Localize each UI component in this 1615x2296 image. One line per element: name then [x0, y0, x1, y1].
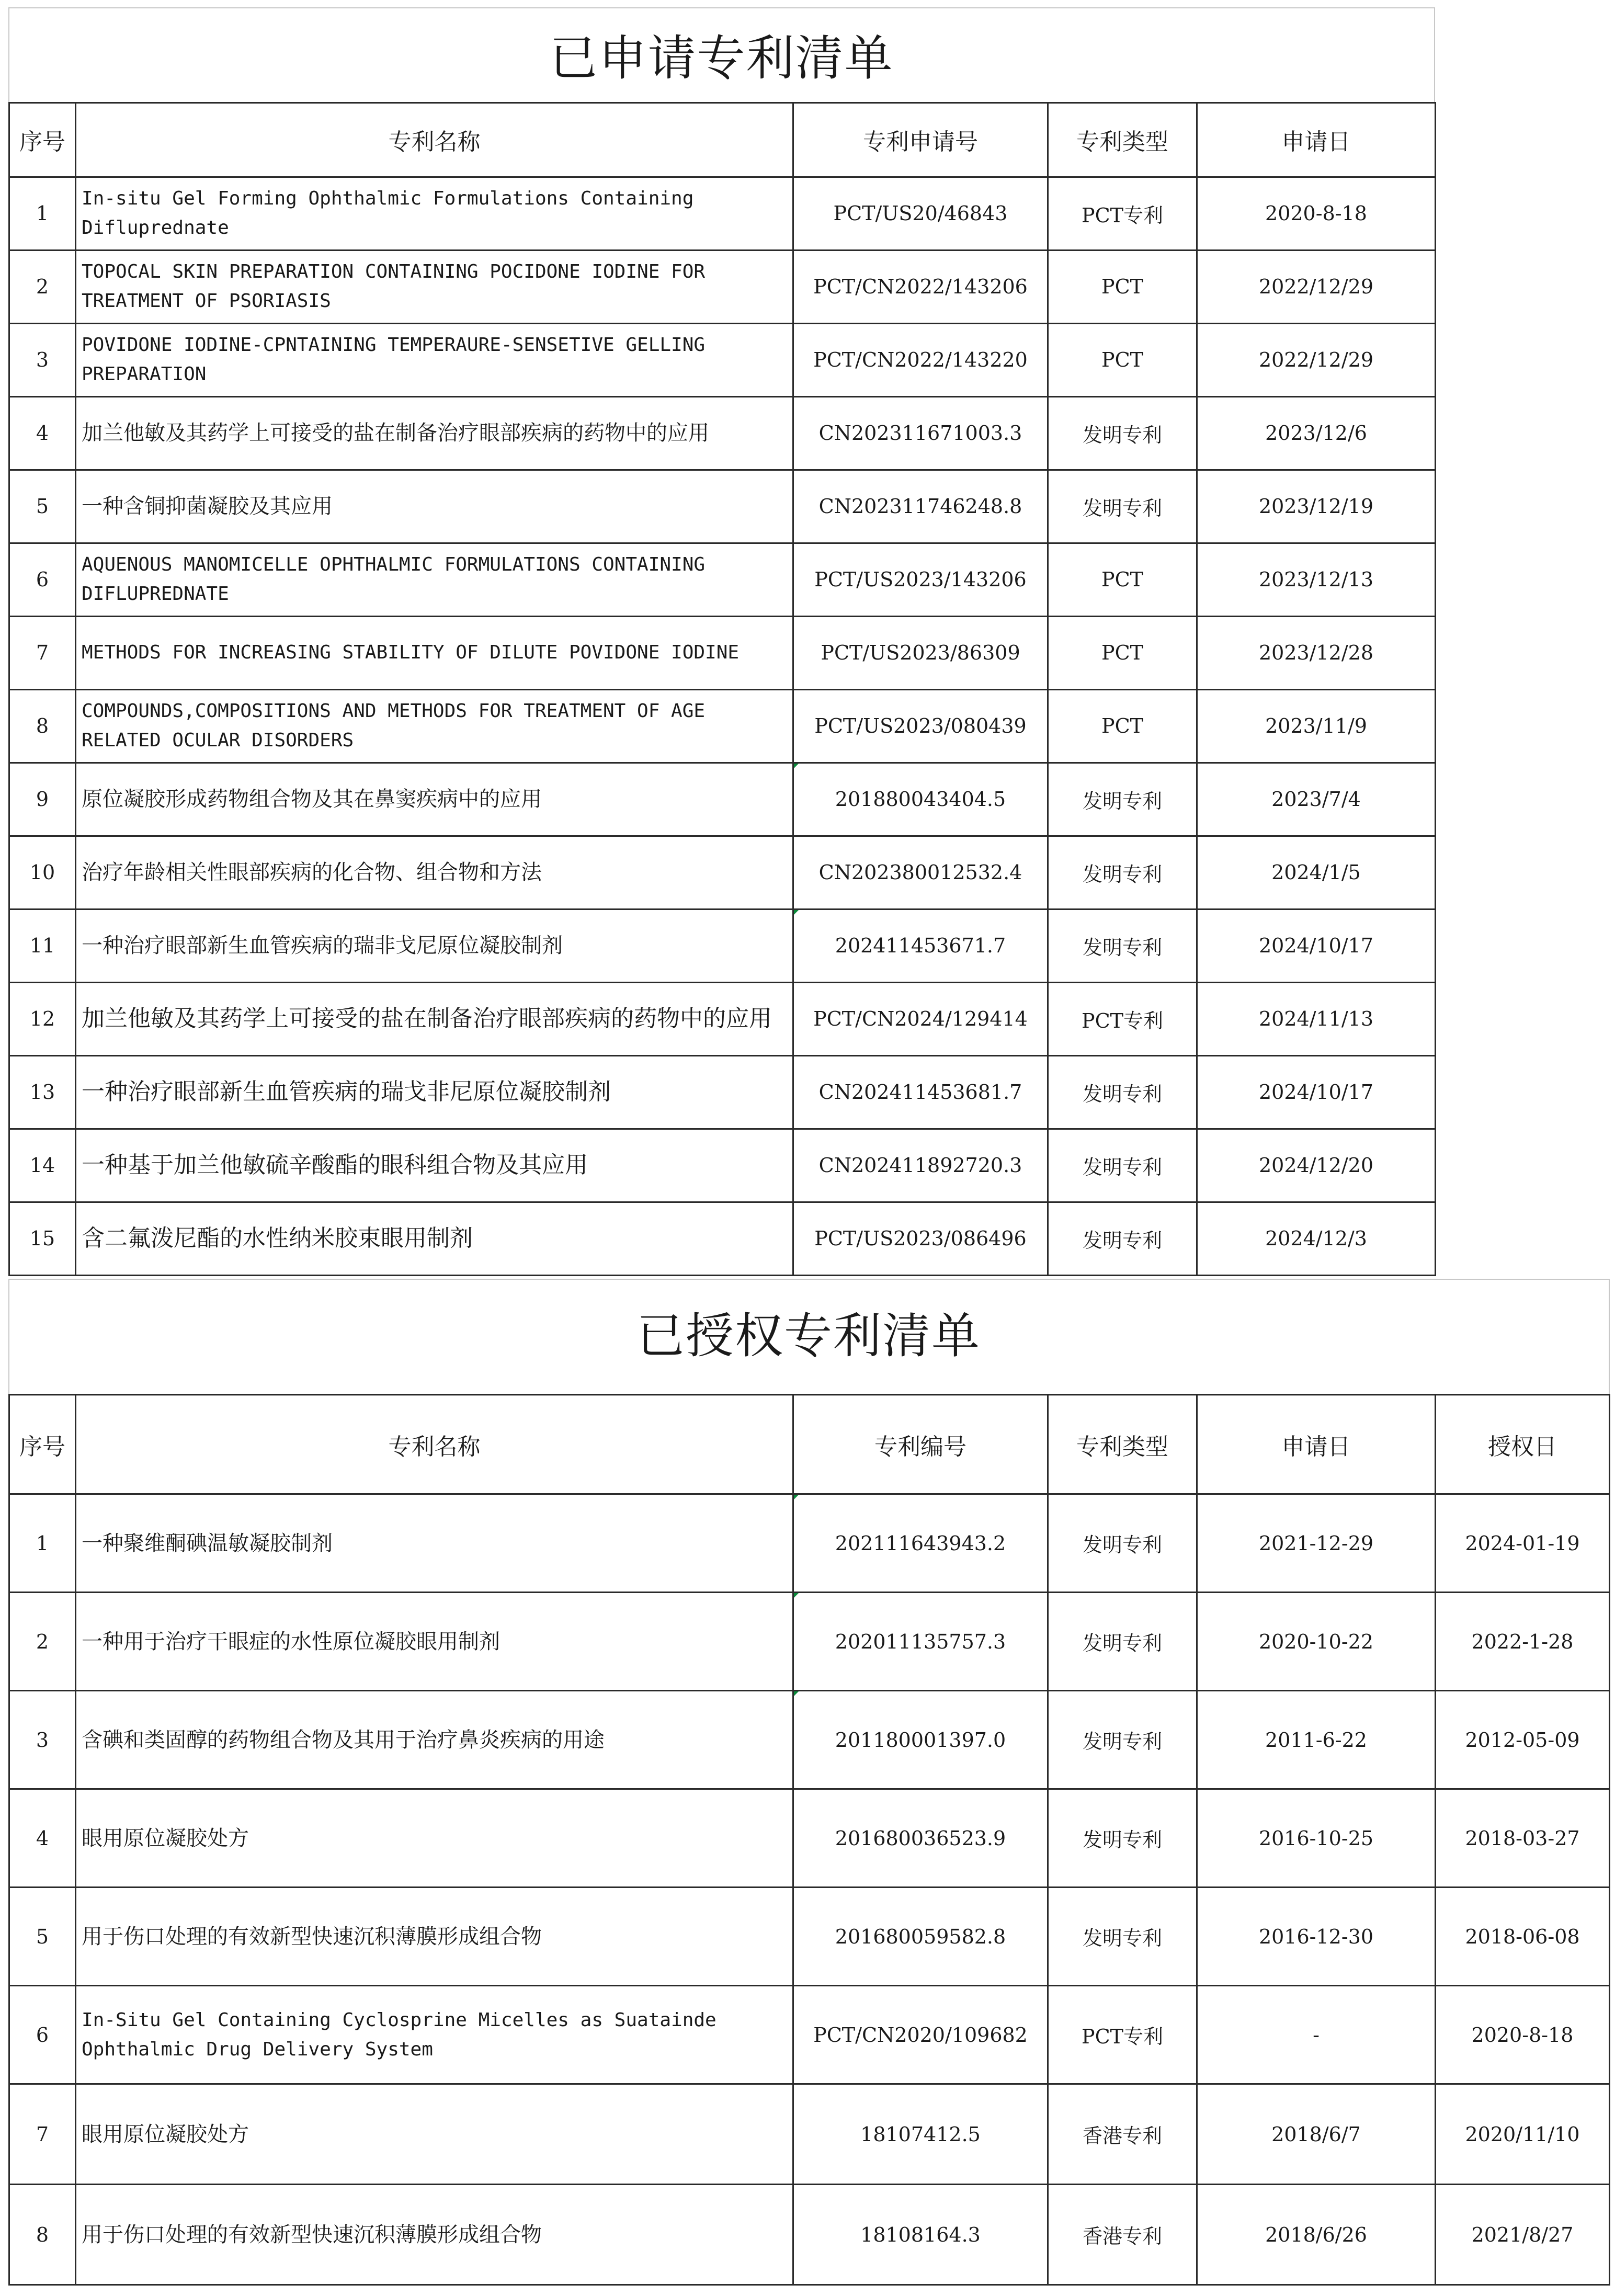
patent-type: 香港专利	[1048, 2185, 1197, 2285]
table-row	[9, 836, 1436, 909]
patent-type: 发明专利	[1048, 1888, 1197, 1986]
patent-number: PCT/US2023/143206	[793, 543, 1048, 616]
patent-name: 一种基于加兰他敏硫辛酸酯的眼科组合物及其应用	[76, 1129, 793, 1202]
row-number: 1	[9, 177, 76, 250]
row-number: 14	[9, 1129, 76, 1202]
patent-name: 用于伤口处理的有效新型快速沉积薄膜形成组合物	[76, 1888, 793, 1986]
patent-number: 18108164.3	[793, 2185, 1048, 2285]
patent-name: 加兰他敏及其药学上可接受的盐在制备治疗眼部疾病的药物中的应用	[76, 982, 793, 1055]
table-row	[9, 1129, 1436, 1202]
header-cell: 申请日	[1197, 103, 1436, 177]
table-row	[9, 1593, 1610, 1691]
grant-date: 2020/11/10	[1436, 2084, 1610, 2185]
patent-name: METHODS FOR INCREASING STABILITY OF DILUTE POVIDONE IODINE	[76, 616, 793, 689]
table-row	[9, 543, 1436, 616]
header-cell: 专利名称	[76, 103, 793, 177]
patent-number: PCT/CN2020/109682	[793, 1986, 1048, 2084]
patent-type: 发明专利	[1048, 1691, 1197, 1789]
filing-date: 2023/12/13	[1197, 543, 1436, 616]
filing-date: 2023/12/19	[1197, 470, 1436, 543]
table-row	[9, 177, 1436, 250]
grant-date: 2021/8/27	[1436, 2185, 1610, 2285]
patent-type: 发明专利	[1048, 909, 1197, 982]
filing-date: 2024/1/5	[1197, 836, 1436, 909]
table-row	[9, 470, 1436, 543]
row-number: 5	[9, 470, 76, 543]
table-row	[9, 396, 1436, 470]
patent-number: CN202411892720.3	[793, 1129, 1048, 1202]
patent-type: PCT	[1048, 250, 1197, 323]
row-number: 8	[9, 2185, 76, 2285]
patent-name: 含碘和类固醇的药物组合物及其用于治疗鼻炎疾病的用途	[76, 1691, 793, 1789]
grant-date: 2024-01-19	[1436, 1494, 1610, 1593]
patent-type: PCT	[1048, 323, 1197, 396]
row-number: 2	[9, 250, 76, 323]
table-row	[9, 689, 1436, 763]
patent-number: CN202311746248.8	[793, 470, 1048, 543]
row-number: 9	[9, 763, 76, 836]
table-row	[9, 616, 1436, 689]
patent-name: 眼用原位凝胶处方	[76, 1789, 793, 1888]
table-row	[9, 1691, 1610, 1789]
patent-number: 201680036523.9	[793, 1789, 1048, 1888]
row-number: 10	[9, 836, 76, 909]
header-cell: 序号	[9, 1395, 76, 1494]
filing-date: 2018/6/7	[1197, 2084, 1436, 2185]
patent-name: 治疗年龄相关性眼部疾病的化合物、组合物和方法	[76, 836, 793, 909]
patent-number: PCT/US20/46843	[793, 177, 1048, 250]
patent-number: PCT/CN2022/143220	[793, 323, 1048, 396]
patent-type: PCT	[1048, 543, 1197, 616]
row-number: 2	[9, 1593, 76, 1691]
row-number: 6	[9, 543, 76, 616]
grant-date: 2022-1-28	[1436, 1593, 1610, 1691]
patent-name: COMPOUNDS,COMPOSITIONS AND METHODS FOR TREATMENT OF AGE RELATED OCULAR DISORDERS	[76, 689, 793, 763]
row-number: 4	[9, 396, 76, 470]
table-row	[9, 1055, 1436, 1129]
patent-name: 一种聚维酮碘温敏凝胶制剂	[76, 1494, 793, 1593]
grant-date: 2018-06-08	[1436, 1888, 1610, 1986]
patent-name: 一种治疗眼部新生血管疾病的瑞非戈尼原位凝胶制剂	[76, 909, 793, 982]
filing-date: 2022/12/29	[1197, 323, 1436, 396]
table-row	[9, 909, 1436, 982]
patent-name: 用于伤口处理的有效新型快速沉积薄膜形成组合物	[76, 2185, 793, 2285]
filing-date: -	[1197, 1986, 1436, 2084]
patent-name: 原位凝胶形成药物组合物及其在鼻窦疾病中的应用	[76, 763, 793, 836]
patent-type: 发明专利	[1048, 1494, 1197, 1593]
patent-name: In-situ Gel Forming Ophthalmic Formulations Containing Difluprednate	[76, 177, 793, 250]
patent-type: 香港专利	[1048, 2084, 1197, 2185]
table-row	[9, 1494, 1610, 1593]
header-cell: 授权日	[1436, 1395, 1610, 1494]
patent-number: 202111643943.2	[793, 1494, 1048, 1593]
row-number: 6	[9, 1986, 76, 2084]
table-row	[9, 1202, 1436, 1275]
table-row	[9, 1986, 1610, 2084]
row-number: 4	[9, 1789, 76, 1888]
patent-type: 发明专利	[1048, 1789, 1197, 1888]
patent-number: 201180001397.0	[793, 1691, 1048, 1789]
filing-date: 2018/6/26	[1197, 2185, 1436, 2285]
filing-date: 2024/10/17	[1197, 909, 1436, 982]
row-number: 7	[9, 616, 76, 689]
row-number: 11	[9, 909, 76, 982]
patent-number: 201880043404.5	[793, 763, 1048, 836]
filing-date: 2021-12-29	[1197, 1494, 1436, 1593]
header-cell: 申请日	[1197, 1395, 1436, 1494]
header-cell: 专利名称	[76, 1395, 793, 1494]
patent-name: TOPOCAL SKIN PREPARATION CONTAINING POCIDONE IODINE FOR TREATMENT OF PSORIASIS	[76, 250, 793, 323]
patent-type: 发明专利	[1048, 1202, 1197, 1275]
patent-name: 含二氟泼尼酯的水性纳米胶束眼用制剂	[76, 1202, 793, 1275]
patent-name: POVIDONE IODINE-CPNTAINING TEMPERAURE-SENSETIVE GELLING PREPARATION	[76, 323, 793, 396]
patent-name: 一种治疗眼部新生血管疾病的瑞戈非尼原位凝胶制剂	[76, 1055, 793, 1129]
granted-list-title: 已授权专利清单	[636, 1308, 981, 1364]
patent-type: 发明专利	[1048, 836, 1197, 909]
granted-header-row	[9, 1395, 1610, 1494]
header-cell: 专利编号	[793, 1395, 1048, 1494]
filing-date: 2023/7/4	[1197, 763, 1436, 836]
patent-number: PCT/US2023/080439	[793, 689, 1048, 763]
granted-patents-table	[8, 1394, 1610, 2286]
patent-type: 发明专利	[1048, 1129, 1197, 1202]
filed-list-title: 已申请专利清单	[549, 30, 894, 86]
patent-number: CN202380012532.4	[793, 836, 1048, 909]
filing-date: 2020-8-18	[1197, 177, 1436, 250]
header-cell: 序号	[9, 103, 76, 177]
patent-type: PCT专利	[1048, 177, 1197, 250]
header-cell: 专利类型	[1048, 103, 1197, 177]
filing-date: 2024/12/20	[1197, 1129, 1436, 1202]
patent-name: 一种含铜抑菌凝胶及其应用	[76, 470, 793, 543]
patent-type: 发明专利	[1048, 396, 1197, 470]
filed-header-row	[9, 103, 1436, 177]
row-number: 13	[9, 1055, 76, 1129]
table-row	[9, 2185, 1610, 2285]
table-row	[9, 250, 1436, 323]
row-number: 12	[9, 982, 76, 1055]
filing-date: 2024/11/13	[1197, 982, 1436, 1055]
row-number: 1	[9, 1494, 76, 1593]
filing-date: 2024/12/3	[1197, 1202, 1436, 1275]
filed-patents-table	[8, 103, 1436, 1276]
row-number: 5	[9, 1888, 76, 1986]
patent-name: 一种用于治疗干眼症的水性原位凝胶眼用制剂	[76, 1593, 793, 1691]
filing-date: 2016-10-25	[1197, 1789, 1436, 1888]
row-number: 8	[9, 689, 76, 763]
patent-type: PCT	[1048, 616, 1197, 689]
table-row	[9, 1888, 1610, 1986]
patent-number: 202411453671.7	[793, 909, 1048, 982]
patent-number: CN202311671003.3	[793, 396, 1048, 470]
table-row	[9, 323, 1436, 396]
filing-date: 2024/10/17	[1197, 1055, 1436, 1129]
row-number: 7	[9, 2084, 76, 2185]
table-row	[9, 2084, 1610, 2185]
patent-number: PCT/US2023/086496	[793, 1202, 1048, 1275]
patent-name: AQUENOUS MANOMICELLE OPHTHALMIC FORMULATIONS CONTAINING DIFLUPREDNATE	[76, 543, 793, 616]
filing-date: 2011-6-22	[1197, 1691, 1436, 1789]
table-row	[9, 982, 1436, 1055]
patent-number: CN202411453681.7	[793, 1055, 1048, 1129]
patent-name: In-Situ Gel Containing Cyclosprine Micelles as Suatainde Ophthalmic Drug Delivery System	[76, 1986, 793, 2084]
patent-number: 201680059582.8	[793, 1888, 1048, 1986]
row-number: 3	[9, 323, 76, 396]
grant-date: 2018-03-27	[1436, 1789, 1610, 1888]
patent-type: PCT专利	[1048, 1986, 1197, 2084]
grant-date: 2020-8-18	[1436, 1986, 1610, 2084]
patent-number: 18107412.5	[793, 2084, 1048, 2185]
patent-type: PCT	[1048, 689, 1197, 763]
patent-type: 发明专利	[1048, 1593, 1197, 1691]
patent-type: 发明专利	[1048, 763, 1197, 836]
filing-date: 2020-10-22	[1197, 1593, 1436, 1691]
filing-date: 2023/11/9	[1197, 689, 1436, 763]
patent-number: PCT/CN2022/143206	[793, 250, 1048, 323]
table-row	[9, 763, 1436, 836]
patent-number: PCT/US2023/86309	[793, 616, 1048, 689]
row-number: 15	[9, 1202, 76, 1275]
filing-date: 2022/12/29	[1197, 250, 1436, 323]
patent-name: 加兰他敏及其药学上可接受的盐在制备治疗眼部疾病的药物中的应用	[76, 396, 793, 470]
header-cell: 专利类型	[1048, 1395, 1197, 1494]
patent-name: 眼用原位凝胶处方	[76, 2084, 793, 2185]
filing-date: 2023/12/28	[1197, 616, 1436, 689]
patent-type: 发明专利	[1048, 1055, 1197, 1129]
grant-date: 2012-05-09	[1436, 1691, 1610, 1789]
patent-type: PCT专利	[1048, 982, 1197, 1055]
patent-number: PCT/CN2024/129414	[793, 982, 1048, 1055]
row-number: 3	[9, 1691, 76, 1789]
filing-date: 2016-12-30	[1197, 1888, 1436, 1986]
patent-number: 202011135757.3	[793, 1593, 1048, 1691]
filing-date: 2023/12/6	[1197, 396, 1436, 470]
header-cell: 专利申请号	[793, 103, 1048, 177]
table-row	[9, 1789, 1610, 1888]
patent-type: 发明专利	[1048, 470, 1197, 543]
